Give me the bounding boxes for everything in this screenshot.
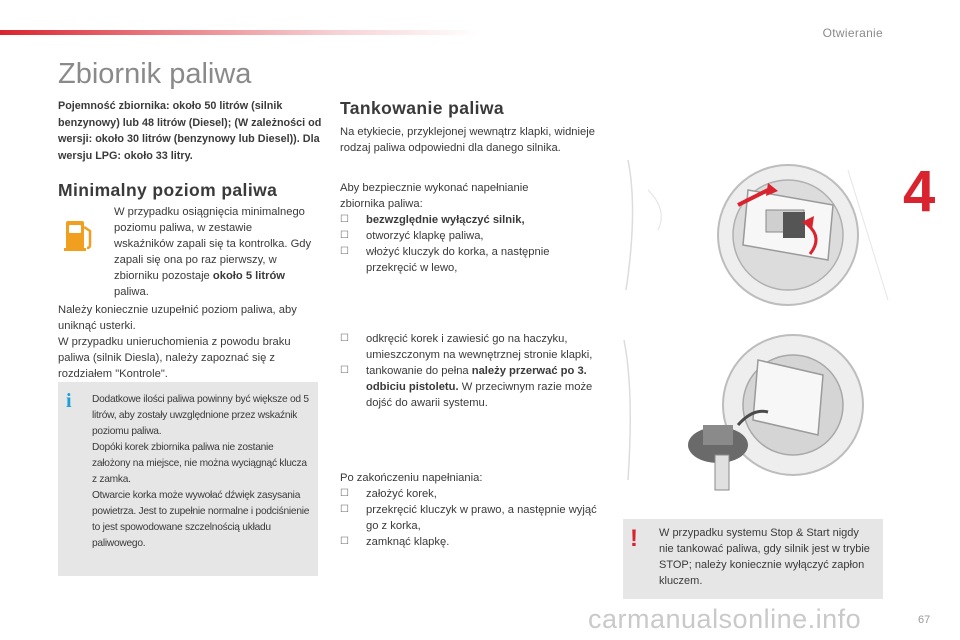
info-note-text — [92, 392, 314, 552]
chapter-number: 4 — [903, 159, 936, 224]
list-item: ☐ włożyć kluczyk do korka, a następnie przekręcić w lewo, — [340, 244, 602, 276]
after-refuel-intro: Po zakończeniu napełniania: — [340, 472, 483, 484]
list-item: ☐ założyć korek, — [340, 486, 602, 502]
info-note-p1: Dodatkowe ilości paliwa powinny być większe od 5 litrów, aby zostały uwzględnione przez wskaźnik poziomu paliwa. — [92, 394, 309, 437]
capacity-text: Pojemność zbiornika: około 50 litrów (silnik benzynowy) lub 48 litrów (Diesel); (W zależności od wersji: około 30 litrów (benzynowy lub Diesel)). Dla wersju LPG: około 33 litry. — [58, 100, 322, 162]
warning-box — [623, 519, 883, 599]
info-note-box — [58, 382, 318, 576]
step-bold: należy przerwać po 3. odbiciu pistoletu. — [366, 365, 587, 393]
page-title: Zbiornik paliwa — [58, 58, 252, 90]
fuel-pump-icon — [60, 215, 100, 255]
refuel-para2: Aby bezpiecznie wykonać napełnianie zbiornika paliwa: — [340, 182, 529, 210]
info-icon: i — [66, 390, 72, 412]
info-note-p2: Dopóki korek zbiornika paliwa nie zostanie założony na miejsce, nie można wyciągnąć klucza z zamka. — [92, 442, 307, 485]
step-text-end: W przeciwnym razie może dojść do awarii systemu. — [366, 381, 593, 409]
min-level-heading: Minimalny poziom paliwa — [58, 180, 278, 200]
list-item: ☐ przekręcić kluczyk w prawo, a następnie wyjąć go z korka, — [340, 502, 602, 534]
list-item: ☐ zamknąć klapkę. — [340, 534, 602, 550]
section-label: Otwieranie — [822, 26, 883, 40]
min-level-intro-text: W przypadku osiągnięcia minimalnego poziomu paliwa, w zestawie wskaźników zapali się ta kontrolka. Gdy zapali się ona po raz pierwszy, w zbiorniku pozostaje — [114, 206, 312, 282]
min-level-para2: W przypadku unieruchomienia z powodu braku paliwa (silnik Diesla), należy zapoznać się z rozdziałem "Kontrole". — [58, 336, 291, 380]
fuel-flap-illustration-top — [618, 150, 898, 320]
min-level-intro-end: paliwa. — [114, 286, 149, 298]
info-note-p3: Otwarcie korka może wywołać dźwięk zasysania powietrza. Jest to zupełnie normalne i podciśnienie to jest spowodowane szczelnością układu paliwowego. — [92, 490, 310, 549]
step-text: tankowanie do pełna — [366, 365, 469, 377]
refuel-heading: Tankowanie paliwa — [340, 98, 505, 118]
fuel-cap-illustration-bottom — [618, 330, 898, 495]
refuel-steps-1 — [340, 212, 602, 276]
step-bold: bezwzględnie wyłączyć silnik, — [366, 214, 525, 226]
refuel-steps-3 — [340, 486, 602, 550]
exclamation-icon: ! — [630, 525, 638, 552]
list-item — [340, 212, 602, 228]
list-item: ☐ otworzyć klapkę paliwa, — [340, 228, 602, 244]
warning-text: W przypadku systemu Stop & Start nigdy nie tankować paliwa, gdy silnik jest w trybie STOP; należy koniecznie wyłączyć zapłon kluczem. — [659, 527, 870, 587]
list-item: ☐ odkręcić korek i zawiesić go na haczyku, umieszczonym na wewnętrznej stronie klapki, — [340, 331, 602, 363]
header-accent-bar — [0, 30, 480, 35]
watermark: carmanualsonline.info — [588, 604, 862, 634]
min-level-intro-bold: około 5 litrów — [212, 270, 285, 282]
min-level-para1: Należy koniecznie uzupełnić poziom paliwa, aby uniknąć usterki. — [58, 304, 297, 332]
list-item — [340, 363, 602, 411]
refuel-para1: Na etykiecie, przyklejonej wewnątrz klapki, widnieje rodzaj paliwa odpowiedni dla danego silnika. — [340, 126, 595, 154]
refuel-steps-2 — [340, 331, 602, 411]
min-level-intro — [114, 204, 314, 300]
page-number: 67 — [918, 614, 931, 626]
